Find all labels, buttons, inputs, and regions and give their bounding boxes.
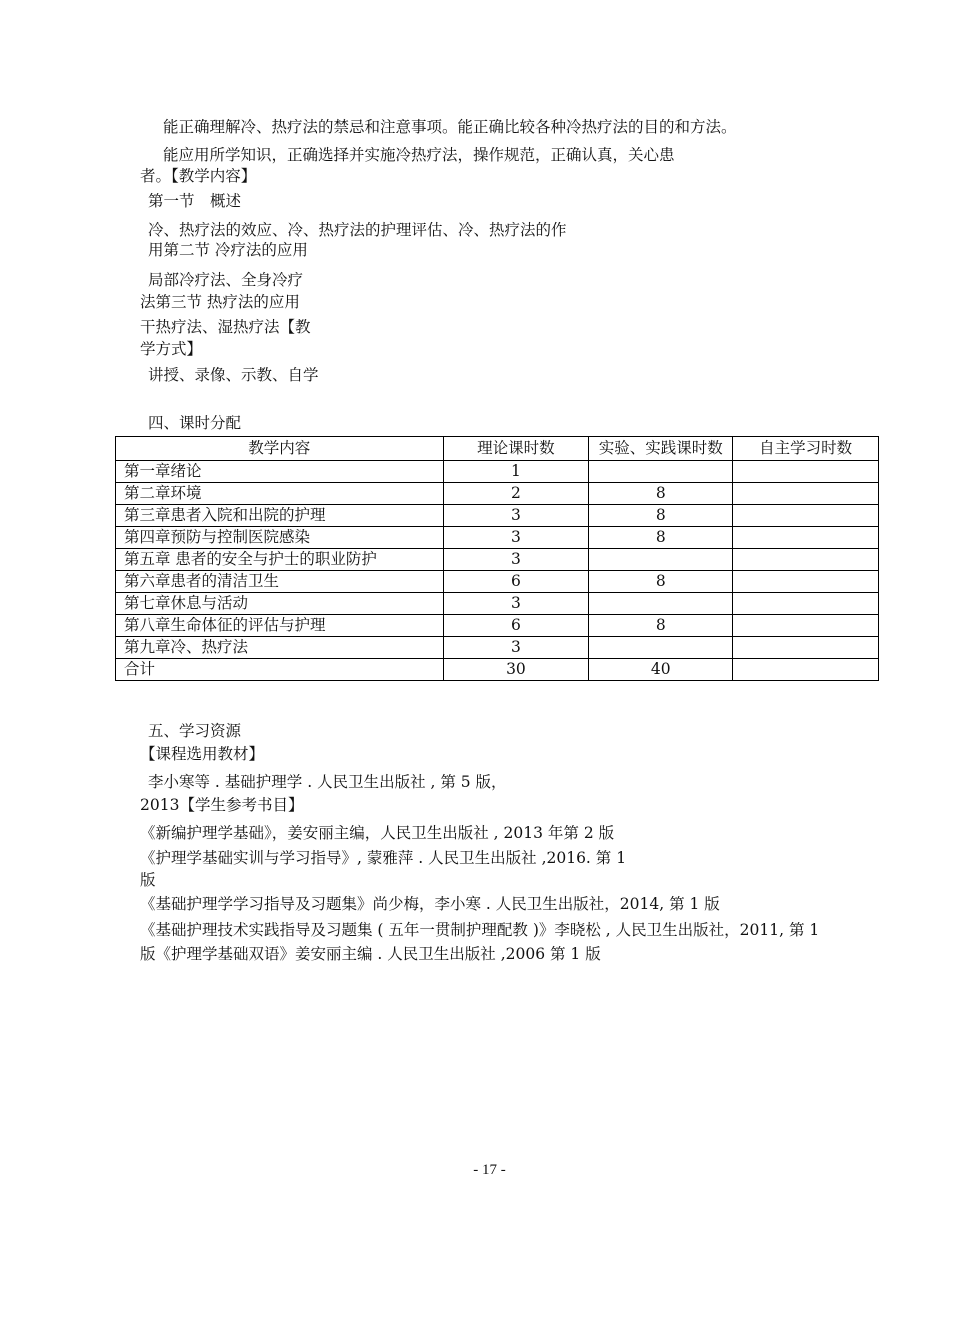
cell-content: 第七章休息与活动 [116, 593, 444, 615]
cell-practice: 8 [589, 527, 733, 549]
table-header-row [116, 437, 879, 461]
resource-line-2: 2013【学生参考书目】 [140, 796, 304, 814]
table-row [116, 593, 879, 615]
cell-self [733, 615, 879, 637]
header-self: 自主学习时数 [733, 437, 879, 461]
resource-line-6: 《基础护理学学习指导及习题集》尚少梅，李小寒 . 人民卫生出版社，2014, 第 1 版 [140, 895, 720, 913]
section4-title: 四、课时分配 [148, 414, 242, 432]
cell-theory: 30 [443, 659, 589, 681]
cell-self [733, 527, 879, 549]
cell-practice: 8 [589, 615, 733, 637]
cell-practice [589, 593, 733, 615]
cell-theory: 1 [443, 461, 589, 483]
cell-content: 第四章预防与控制医院感染 [116, 527, 444, 549]
table-total-row [116, 659, 879, 681]
header-theory: 理论课时数 [443, 437, 589, 461]
cell-theory: 2 [443, 483, 589, 505]
table-row [116, 461, 879, 483]
cell-content: 第二章环境 [116, 483, 444, 505]
cell-theory: 3 [443, 505, 589, 527]
intro-line-4: 第一节 概述 [148, 192, 242, 210]
resource-line-3: 《新编护理学基础》，姜安丽主编，人民卫生出版社 , 2013 年第 2 版 [140, 824, 615, 842]
cell-content: 第八章生命体征的评估与护理 [116, 615, 444, 637]
table-row [116, 637, 879, 659]
resource-line-4: 《护理学基础实训与学习指导》, 蒙雅萍 . 人民卫生出版社 ,2016. 第 1 [140, 849, 627, 867]
cell-content: 第五章 患者的安全与护士的职业防护 [116, 549, 444, 571]
intro-line-1: 能正确理解冷、热疗法的禁忌和注意事项。能正确比较各种冷热疗法的目的和方法。 [163, 118, 737, 136]
cell-theory: 3 [443, 527, 589, 549]
cell-self [733, 483, 879, 505]
cell-self [733, 659, 879, 681]
textbook-heading: 【课程选用教材】 [140, 745, 265, 763]
cell-practice: 8 [589, 505, 733, 527]
intro-line-10: 学方式】 [140, 340, 203, 358]
cell-content: 第三章患者入院和出院的护理 [116, 505, 444, 527]
cell-self [733, 461, 879, 483]
cell-self [733, 593, 879, 615]
cell-theory: 3 [443, 637, 589, 659]
cell-practice [589, 549, 733, 571]
header-practice: 实验、实践课时数 [589, 437, 733, 461]
intro-line-3: 者。【教学内容】 [140, 167, 257, 185]
cell-practice: 8 [589, 483, 733, 505]
cell-content: 合计 [116, 659, 444, 681]
intro-line-2: 能应用所学知识，正确选择并实施冷热疗法，操作规范，正确认真，关心患 [163, 146, 675, 164]
intro-line-8: 法第三节 热疗法的应用 [140, 293, 300, 311]
resource-line-7: 《基础护理技术实践指导及习题集 ( 五年一贯制护理配教 )》李晓松 , 人民卫生出版社，2011, 第 1 [140, 921, 820, 939]
intro-line-5: 冷、热疗法的效应、冷、热疗法的护理评估、冷、热疗法的作 [148, 221, 567, 239]
resource-line-1: 李小寒等 . 基础护理学 . 人民卫生出版社 , 第 5 版， [148, 773, 507, 791]
intro-line-11: 讲授、录像、示教、自学 [148, 366, 319, 384]
page-number: - 17 - [473, 1162, 506, 1178]
intro-line-6: 用第二节 冷疗法的应用 [148, 241, 308, 259]
header-content: 教学内容 [116, 437, 444, 461]
cell-theory: 3 [443, 549, 589, 571]
cell-theory: 6 [443, 615, 589, 637]
hours-table [115, 436, 879, 681]
cell-theory: 6 [443, 571, 589, 593]
intro-line-9: 干热疗法、湿热疗法【教 [140, 318, 311, 336]
cell-self [733, 549, 879, 571]
table-row [116, 527, 879, 549]
cell-self [733, 571, 879, 593]
cell-practice [589, 637, 733, 659]
table-row [116, 505, 879, 527]
cell-practice: 40 [589, 659, 733, 681]
cell-content: 第一章绪论 [116, 461, 444, 483]
cell-content: 第九章冷、热疗法 [116, 637, 444, 659]
cell-self [733, 505, 879, 527]
cell-self [733, 637, 879, 659]
cell-content: 第六章患者的清洁卫生 [116, 571, 444, 593]
cell-theory: 3 [443, 593, 589, 615]
table-row [116, 483, 879, 505]
resource-line-5: 版 [140, 871, 156, 889]
table-row [116, 615, 879, 637]
table-row [116, 571, 879, 593]
cell-practice [589, 461, 733, 483]
intro-line-7: 局部冷疗法、全身冷疗 [148, 271, 304, 289]
cell-practice: 8 [589, 571, 733, 593]
table-row [116, 549, 879, 571]
resource-line-8: 版《护理学基础双语》姜安丽主编 . 人民卫生出版社 ,2006 第 1 版 [140, 945, 601, 963]
section5-title: 五、学习资源 [148, 722, 242, 740]
